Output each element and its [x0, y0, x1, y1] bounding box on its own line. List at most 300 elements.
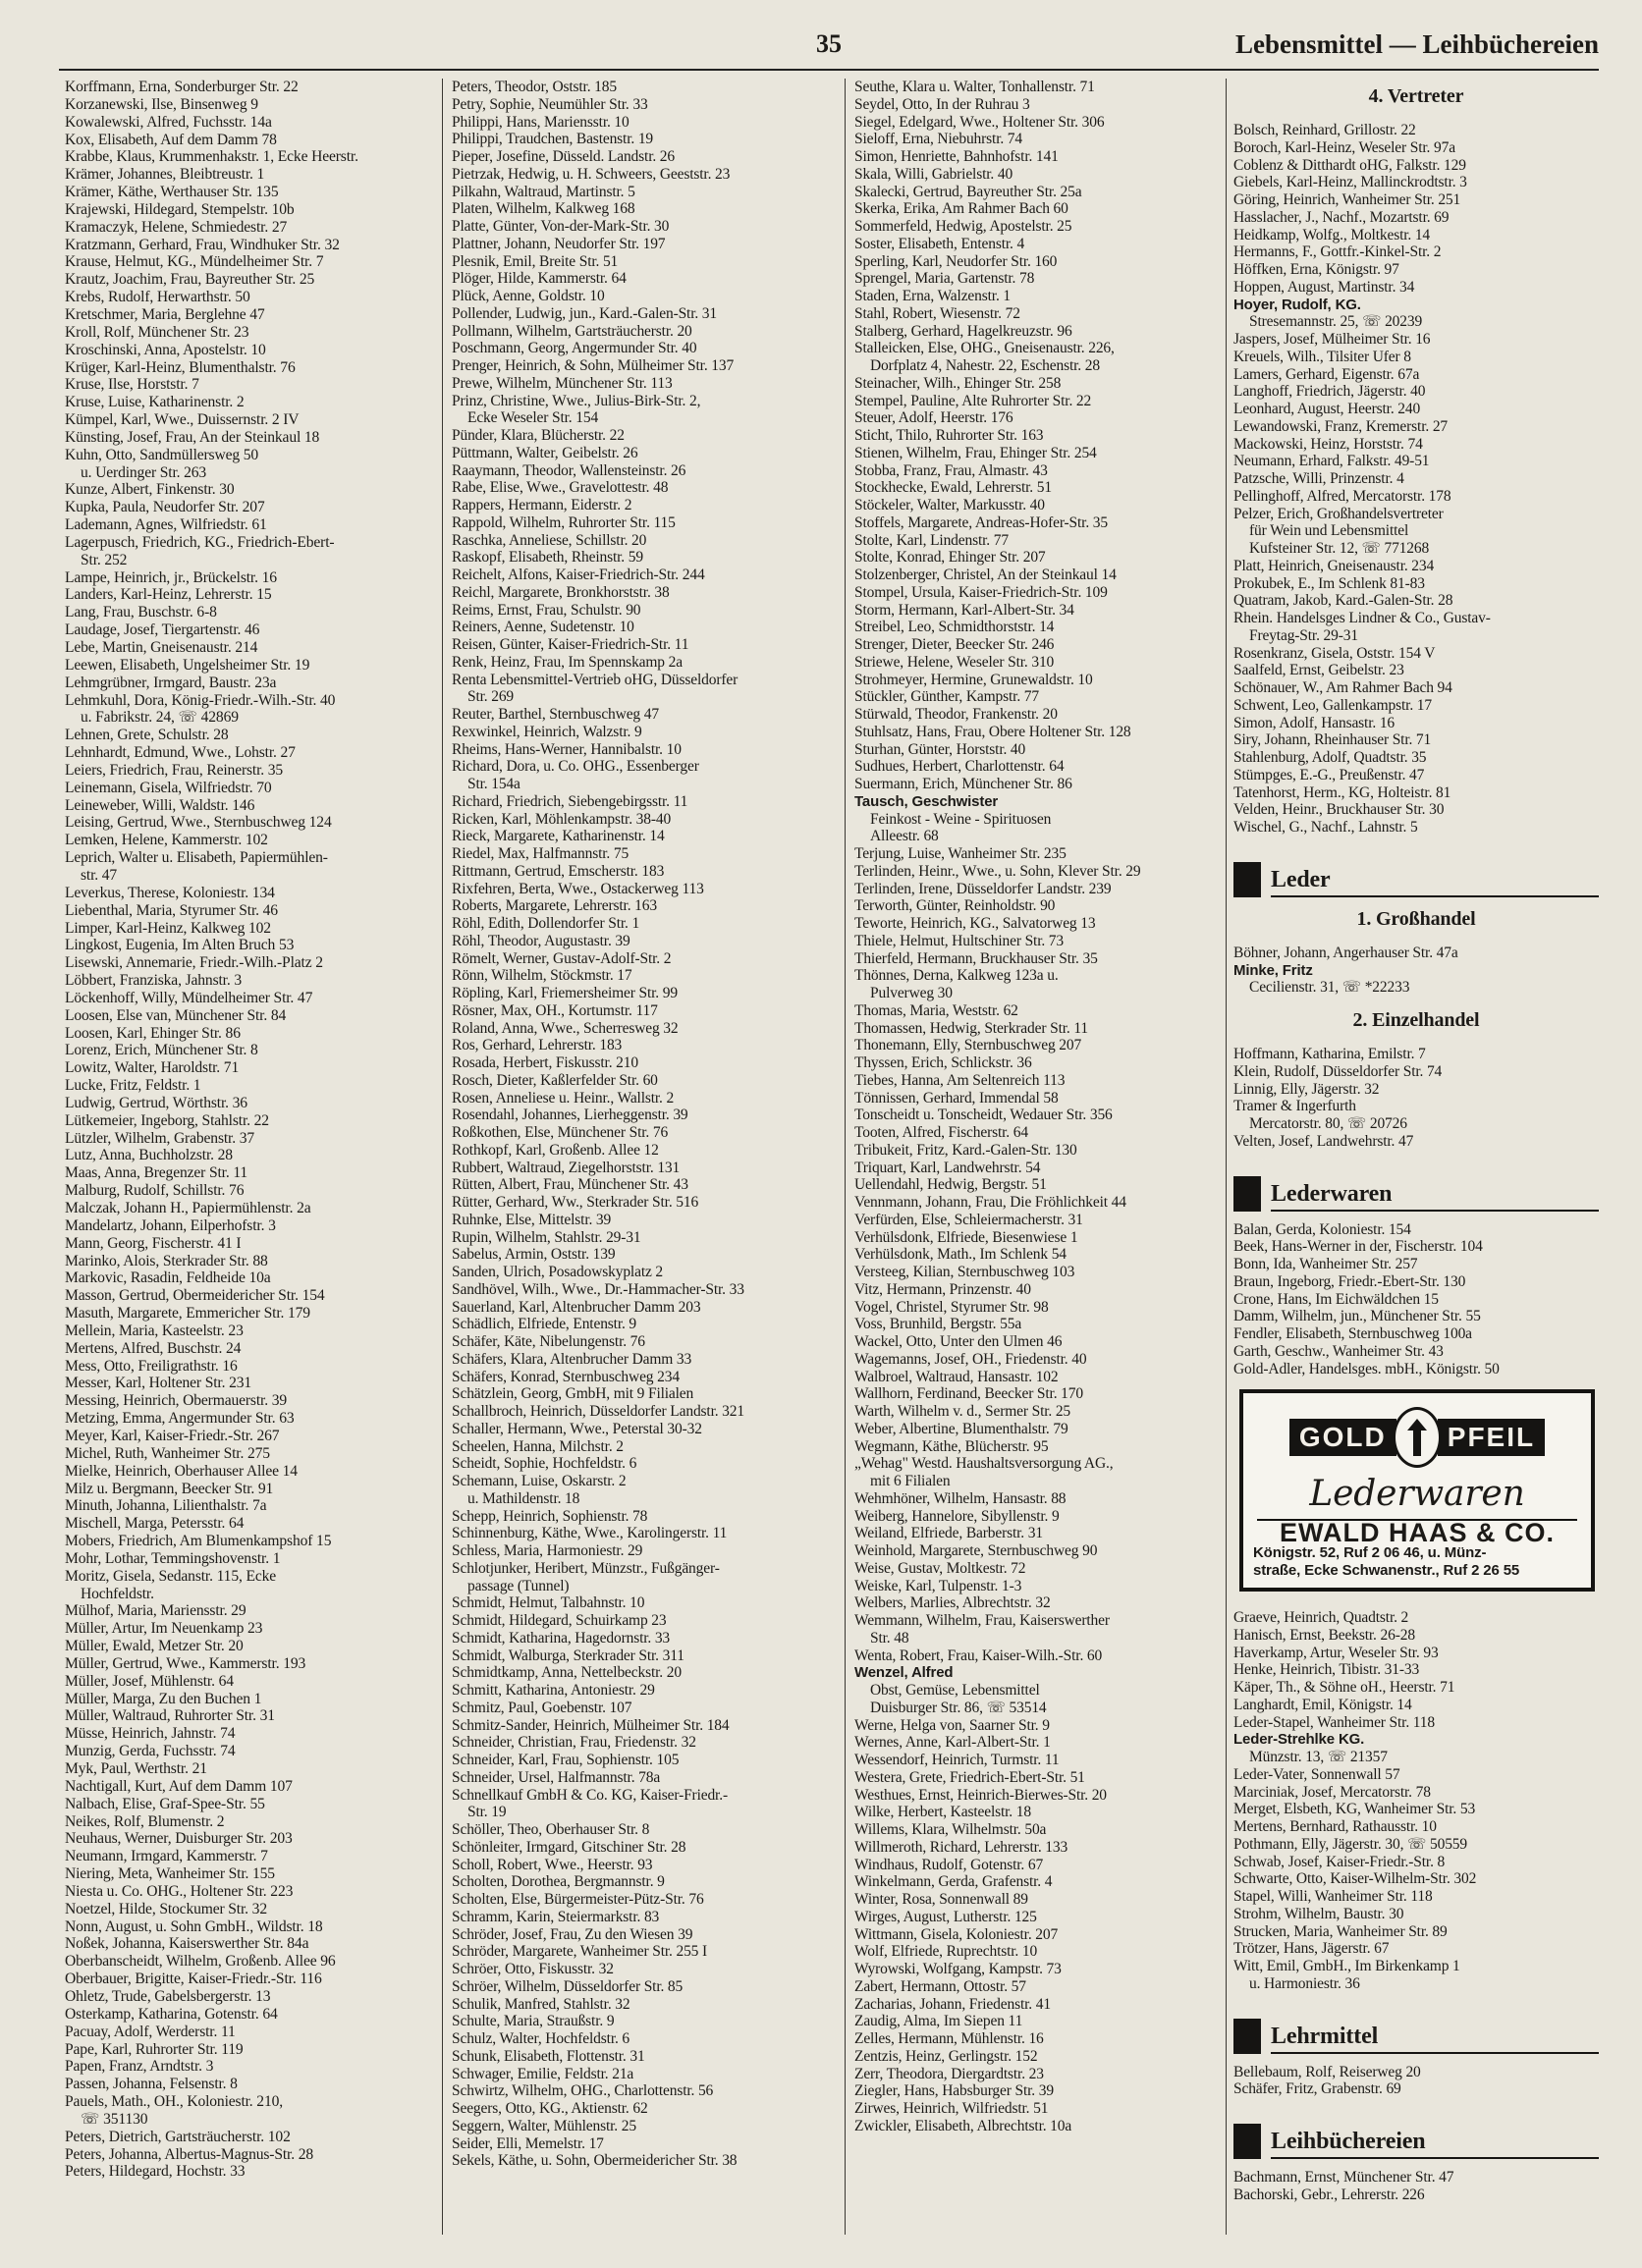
listing-entry: Lehnhardt, Edmund, Wwe., Lohstr. 27: [65, 744, 296, 762]
listing-entry: Minke, Fritz: [1233, 961, 1313, 979]
listing-entry: Damm, Wilhelm, jun., Münchener Str. 55: [1233, 1308, 1481, 1325]
listing-entry: Leinemann, Gisela, Wilfriedstr. 70: [65, 779, 272, 796]
lederwaren-list-continued: [1233, 1609, 1599, 1993]
listing-entry: Schröer, Wilhelm, Düsseldorfer Str. 85: [452, 1977, 684, 1995]
listing-entry: Krämer, Käthe, Werthauser Str. 135: [65, 184, 279, 201]
listing-entry: Roland, Anna, Wwe., Scherresweg 32: [452, 1019, 679, 1037]
listing-entry: Scheelen, Hanna, Milchstr. 2: [452, 1437, 624, 1455]
listing-entry: Pietrzak, Hedwig, u. H. Schweers, Geeststr. 23: [452, 165, 731, 183]
listing-entry: Plöger, Hilde, Kammerstr. 64: [452, 270, 627, 288]
page-number: 35: [816, 29, 842, 58]
section-subheading: 2. Einzelhandel: [1352, 1009, 1480, 1031]
listing-entry: Schnellkauf GmbH & Co. KG, Kaiser-Friedr.-: [452, 1786, 728, 1804]
listing-entry: Schulz, Walter, Hochfeldstr. 6: [452, 2030, 630, 2047]
listing-entry: Uellendahl, Hedwig, Bergstr. 51: [854, 1176, 1047, 1194]
einzelhandel-list: [1233, 1046, 1599, 1151]
listing-entry: Lemken, Helene, Kammerstr. 102: [65, 832, 268, 849]
listing-entry: Röhl, Edith, Dollendorfer Str. 1: [452, 915, 640, 932]
listing-entry: Schneider, Christian, Frau, Friedenstr. 32: [452, 1734, 696, 1752]
listing-entry: Vitz, Hermann, Prinzenstr. 40: [854, 1280, 1031, 1298]
listing-entry: Lütkemeier, Ingeborg, Stahlstr. 22: [65, 1111, 269, 1129]
listing-entry: Plesnik, Emil, Breite Str. 51: [452, 252, 619, 270]
listing-entry: Müller, Ewald, Metzer Str. 20: [65, 1638, 244, 1655]
listing-entry: Schäfer, Fritz, Grabenstr. 69: [1233, 2080, 1401, 2098]
listing-entry: Schepp, Heinrich, Sophienstr. 78: [452, 1507, 648, 1525]
listing-entry: Philippi, Traudchen, Bastenstr. 19: [452, 131, 654, 148]
listing-entry: Oberbauer, Brigitte, Kaiser-Friedr.-Str. 116: [65, 1971, 322, 1988]
listing-entry: Thiele, Helmut, Hultschiner Str. 73: [854, 932, 1065, 949]
listing-entry: Stoffels, Margarete, Andreas-Hofer-Str. 35: [854, 513, 1108, 531]
listing-entry: Schätzlein, Georg, GmbH, mit 9 Filialen: [452, 1385, 694, 1403]
running-head: Lebensmittel — Leihbüchereien: [1235, 29, 1599, 59]
listing-entry: Neumann, Irmgard, Kammerstr. 7: [65, 1848, 268, 1865]
listing-entry: Sieloff, Erna, Niebuhrstr. 74: [854, 131, 1023, 148]
listing-entry: Mess, Otto, Freiligrathstr. 16: [65, 1357, 238, 1375]
listing-entry: Kratzmann, Gerhard, Frau, Windhuker Str. 32: [65, 236, 340, 253]
listing-entry: Schmidt, Walburga, Sterkrader Str. 311: [452, 1647, 684, 1664]
listing-entry: Wackel, Otto, Unter den Ulmen 46: [854, 1333, 1063, 1350]
listing-entry: Quatram, Jakob, Kard.-Galen-Str. 28: [1233, 592, 1453, 610]
listing-entry: Prokubek, E., Im Schlenk 81-83: [1233, 574, 1425, 592]
listing-entry: Beek, Hans-Werner in der, Fischerstr. 104: [1233, 1238, 1483, 1256]
listing-entry: Zaudig, Alma, Im Siepen 11: [854, 2013, 1023, 2030]
listing-entry: Krämer, Johannes, Bleibtreustr. 1: [65, 166, 265, 184]
listing-entry: Jaspers, Josef, Mülheimer Str. 16: [1233, 331, 1431, 348]
listing-entry: Schulte, Maria, Straußstr. 9: [452, 2013, 615, 2030]
listing-entry: Renk, Heinz, Frau, Im Spennskamp 2a: [452, 653, 683, 671]
listing-entry: Rosch, Dieter, Kaßlerfelder Str. 60: [452, 1071, 658, 1089]
listing-entry: Storm, Hermann, Karl-Albert-Str. 34: [854, 601, 1074, 619]
listing-entry-continuation: Kufsteiner Str. 12, ☏ 771268: [1249, 540, 1430, 557]
listing-entry: Platt, Heinrich, Gneisenaustr. 234: [1233, 557, 1435, 574]
listing-entry: Schneider, Karl, Frau, Sophienstr. 105: [452, 1752, 680, 1768]
listing-column-2: [452, 79, 837, 2235]
listing-entry: Schwarte, Otto, Kaiser-Wilhelm-Str. 302: [1233, 1870, 1477, 1888]
listing-entry: Mann, Georg, Fischerstr. 41 I: [65, 1234, 242, 1252]
listing-entry: Leprich, Walter u. Elisabeth, Papiermühlen-: [65, 849, 328, 867]
listing-entry: Schless, Maria, Harmoniestr. 29: [452, 1542, 643, 1559]
listing-entry: Verfürden, Else, Schleiermacherstr. 31: [854, 1211, 1083, 1228]
listing-entry: Sandhövel, Wilh., Wwe., Dr.-Hammacher-Str. 33: [452, 1280, 744, 1298]
listing-entry: Warth, Wilhelm v. d., Sermer Str. 25: [854, 1403, 1071, 1420]
listing-entry: Leising, Gertrud, Wwe., Sternbuschweg 124: [65, 814, 332, 832]
listing-entry: Maas, Anna, Bregenzer Str. 11: [65, 1164, 248, 1182]
listing-entry: Thonemann, Elly, Sternbuschweg 207: [854, 1037, 1082, 1054]
listing-entry: Zacharias, Johann, Friedenstr. 41: [854, 1995, 1051, 2013]
listing-entry: Tonscheidt u. Tonscheidt, Wedauer Str. 356: [854, 1107, 1113, 1124]
listing-entry-continuation: Str. 19: [467, 1804, 507, 1821]
listing-entry: Welbers, Marlies, Albrechtstr. 32: [854, 1594, 1051, 1612]
listing-entry: Rieck, Margarete, Katharinenstr. 14: [452, 828, 665, 845]
ad-script-title: Lederwaren: [1309, 1474, 1525, 1515]
listing-entry: Pünder, Klara, Blücherstr. 22: [452, 427, 625, 444]
listing-entry: Petry, Sophie, Neumühler Str. 33: [452, 95, 648, 113]
listing-entry: Simon, Henriette, Bahnhofstr. 141: [854, 148, 1059, 165]
listing-entry: Skala, Willi, Gabrielstr. 40: [854, 165, 1013, 183]
listing-entry: Mertens, Alfred, Buschstr. 24: [65, 1339, 242, 1357]
listing-entry: Braun, Ingeborg, Friedr.-Ebert-Str. 130: [1233, 1272, 1466, 1290]
listing-entry: Neumann, Erhard, Falkstr. 49-51: [1233, 453, 1430, 470]
listing-entry: Löbbert, Franziska, Jahnstr. 3: [65, 972, 242, 990]
listing-entry: Verhülsdonk, Elfriede, Biesenwiese 1: [854, 1228, 1078, 1246]
listing-entry: Reims, Ernst, Frau, Schulstr. 90: [452, 601, 641, 619]
listing-entry: Wallhorn, Ferdinand, Beecker Str. 170: [854, 1385, 1083, 1403]
listing-entry: Lampe, Heinrich, jr., Brückelstr. 16: [65, 568, 277, 586]
listing-entry: Tausch, Geschwister: [854, 792, 999, 810]
listing-entry: Püttmann, Walter, Geibelstr. 26: [452, 444, 638, 461]
listing-entry: Pothmann, Elly, Jägerstr. 30, ☏ 50559: [1233, 1835, 1467, 1853]
section-title: Lederwaren: [1271, 1180, 1599, 1212]
section-title: Leihbüchereien: [1271, 2128, 1599, 2159]
listing-entry: Ros, Gerhard, Lehrerstr. 183: [452, 1037, 623, 1054]
listing-entry: Korffmann, Erna, Sonderburger Str. 22: [65, 79, 299, 95]
listing-entry-continuation: passage (Tunnel): [467, 1577, 570, 1594]
listing-entry: Richard, Dora, u. Co. OHG., Essenberger: [452, 758, 699, 776]
listing-entry: Rappold, Wilhelm, Ruhrorter Str. 115: [452, 513, 676, 531]
listing-entry: Hoffmann, Katharina, Emilstr. 7: [1233, 1046, 1426, 1062]
listing-entry: Masuth, Margarete, Emmericher Str. 179: [65, 1305, 310, 1323]
listing-entry: Schröer, Otto, Fiskusstr. 32: [452, 1961, 614, 1977]
listing-entry: Rütter, Gerhard, Ww., Sterkrader Str. 516: [452, 1194, 699, 1211]
ad-address-line: Königstr. 52, Ruf 2 06 46, u. Münz-: [1253, 1544, 1487, 1561]
listing-entry: Nalbach, Elise, Graf-Spee-Str. 55: [65, 1795, 265, 1812]
listing-entry: Nachtigall, Kurt, Auf dem Damm 107: [65, 1777, 293, 1795]
lederwaren-list: [1233, 1221, 1599, 1378]
listing-entry: Langhoff, Friedrich, Jägerstr. 40: [1233, 383, 1426, 401]
section-heading-lehrmittel: [1233, 2019, 1599, 2054]
listing-entry: Reichelt, Alfons, Kaiser-Friedrich-Str. 244: [452, 567, 705, 583]
listing-entry: Strohm, Wilhelm, Baustr. 30: [1233, 1905, 1404, 1922]
listing-entry: Sanden, Ulrich, Posadowskyplatz 2: [452, 1264, 664, 1280]
section-marker-icon: [1233, 2019, 1261, 2054]
listing-entry: Zentzis, Heinz, Gerlingstr. 152: [854, 2047, 1038, 2065]
listing-entry: Stockhecke, Ewald, Lehrerstr. 51: [854, 479, 1052, 497]
listing-entry: Pauels, Math., OH., Koloniestr. 210,: [65, 2093, 283, 2111]
listing-entry: Schinnenburg, Käthe, Wwe., Karolingerstr. 11: [452, 1525, 728, 1542]
listing-entry: Gold-Adler, Handelsges. mbH., Königstr. 50: [1233, 1360, 1500, 1377]
listing-entry: Witt, Emil, GmbH., Im Birkenkamp 1: [1233, 1958, 1460, 1974]
listing-entry: Rhein. Handelsges Lindner & Co., Gustav-: [1233, 610, 1491, 626]
listing-entry: Peters, Johanna, Albertus-Magnus-Str. 28: [65, 2145, 314, 2163]
listing-entry: Soster, Elisabeth, Entenstr. 4: [854, 235, 1025, 252]
listing-entry: Messer, Karl, Holtener Str. 231: [65, 1375, 252, 1392]
listing-entry-continuation: Mercatorstr. 80, ☏ 20726: [1249, 1115, 1407, 1132]
listing-entry-continuation: Ecke Weseler Str. 154: [467, 409, 599, 427]
listing-entry: Terlinden, Irene, Düsseldorfer Landstr. 239: [854, 880, 1112, 897]
listing-entry: Zabert, Hermann, Ottostr. 57: [854, 1977, 1026, 1995]
listing-column-4: [1233, 79, 1599, 2235]
listing-entry: Kroschinski, Anna, Apostelstr. 10: [65, 341, 266, 358]
listing-entry: Niesta u. Co. OHG., Holtener Str. 223: [65, 1882, 294, 1900]
listing-entry: Scholten, Dorothea, Bergmannstr. 9: [452, 1873, 665, 1891]
listing-entry: Scholten, Else, Bürgermeister-Pütz-Str. 76: [452, 1891, 704, 1908]
listing-entry: Reiners, Aenne, Sudetenstr. 10: [452, 619, 634, 636]
listing-entry: Mobers, Friedrich, Am Blumenkampshof 15: [65, 1533, 332, 1550]
listing-entry: Rupin, Wilhelm, Stahlstr. 29-31: [452, 1228, 641, 1246]
listing-entry: Stobba, Franz, Frau, Almastr. 43: [854, 461, 1048, 479]
listing-entry: Neikes, Rolf, Blumenstr. 2: [65, 1812, 225, 1830]
listing-entry: Thomas, Maria, Weststr. 62: [854, 1001, 1018, 1019]
listing-entry: Terjung, Luise, Wanheimer Str. 235: [854, 845, 1067, 862]
listing-entry: Pollmann, Wilhelm, Gartsträucherstr. 20: [452, 322, 692, 340]
listing-entry: Schmidt, Hildegard, Schuirkamp 23: [452, 1612, 667, 1629]
listing-entry: Lisewski, Annemarie, Friedr.-Wilh.-Platz 2: [65, 954, 323, 972]
section-heading-lederwaren: [1233, 1176, 1599, 1212]
listing-entry: Mertens, Bernhard, Rathausstr. 10: [1233, 1818, 1437, 1835]
listing-entry: Krabbe, Klaus, Krummenhakstr. 1, Ecke Heerstr.: [65, 148, 358, 166]
listing-entry: Malburg, Rudolf, Schillstr. 76: [65, 1182, 245, 1200]
listing-entry: Weber, Albertine, Blumenthalstr. 79: [854, 1420, 1068, 1437]
listing-entry: Rönn, Wilhelm, Stöckmstr. 17: [452, 967, 632, 985]
listing-entry: Weise, Gustav, Moltkestr. 72: [854, 1559, 1026, 1577]
logo-word-left: GOLD: [1289, 1419, 1396, 1456]
listing-entry: Lewandowski, Franz, Kremerstr. 27: [1233, 417, 1449, 435]
listing-entry: Seider, Elli, Memelstr. 17: [452, 2134, 604, 2152]
listing-entry: Bonn, Ida, Wanheimer Str. 257: [1233, 1256, 1418, 1272]
listing-entry: Mischell, Marga, Petersstr. 64: [65, 1515, 245, 1533]
listing-entry: Mellein, Maria, Kasteelstr. 23: [65, 1322, 244, 1339]
listing-entry: Lingkost, Eugenia, Im Alten Bruch 53: [65, 937, 295, 954]
listing-entry: Stempel, Pauline, Alte Ruhrorter Str. 22: [854, 392, 1092, 409]
listing-column-3: [854, 79, 1228, 2235]
section-subheading: 1. Großhandel: [1356, 907, 1476, 930]
listing-entry: Wemmann, Wilhelm, Frau, Kaiserswerther: [854, 1612, 1110, 1629]
listing-entry: Noetzel, Hilde, Stockumer Str. 32: [65, 1900, 267, 1917]
listing-entry: Kreuels, Wilh., Tilsiter Ufer 8: [1233, 348, 1411, 365]
listing-entry: Peters, Hildegard, Hochstr. 33: [65, 2163, 246, 2181]
listing-entry: Lademann, Agnes, Wilfriedstr. 61: [65, 516, 267, 534]
listing-entry: Vennmann, Johann, Frau, Die Fröhlichkeit 44: [854, 1194, 1126, 1211]
listing-entry: Strenger, Dieter, Beecker Str. 246: [854, 636, 1055, 653]
listing-entry: Schmidt, Katharina, Hagedornstr. 33: [452, 1629, 671, 1647]
listing-entry: Schaller, Hermann, Wwe., Peterstal 30-32: [452, 1420, 702, 1437]
listing-entry: Loosen, Else van, Münchener Str. 84: [65, 1006, 287, 1024]
listing-entry: Metzing, Emma, Angermunder Str. 63: [65, 1410, 295, 1428]
listing-entry: Leonhard, August, Heerstr. 240: [1233, 401, 1421, 417]
section-heading-leder: [1233, 862, 1599, 897]
listing-entry: Mielke, Heinrich, Oberhauser Allee 14: [65, 1462, 298, 1480]
listing-entry: Lang, Frau, Buschstr. 6-8: [65, 604, 217, 621]
listing-entry: Schöller, Theo, Oberhauser Str. 8: [452, 1821, 650, 1838]
listing-entry: Messing, Heinrich, Obermauerstr. 39: [65, 1392, 288, 1410]
listing-entry: Göring, Heinrich, Wanheimer Str. 251: [1233, 191, 1461, 208]
ad-address-line: straße, Ecke Schwanenstr., Ruf 2 26 55: [1253, 1562, 1520, 1579]
listing-entry: Müller, Gertrud, Wwe., Kammerstr. 193: [65, 1654, 306, 1672]
listing-entry: Rösner, Max, OH., Kortumstr. 117: [452, 1001, 658, 1019]
listing-entry: Voss, Brunhild, Bergstr. 55a: [854, 1316, 1022, 1333]
listing-entry: Patzsche, Willi, Prinzenstr. 4: [1233, 470, 1404, 487]
listing-entry: Leverkus, Therese, Koloniestr. 134: [65, 884, 275, 901]
listing-entry: Schmidt, Helmut, Talbahnstr. 10: [452, 1594, 645, 1612]
listing-entry: Stuhlsatz, Hans, Frau, Obere Holtener Str. 128: [854, 723, 1131, 740]
listing-entry: Kupka, Paula, Neudorfer Str. 207: [65, 499, 265, 516]
listing-entry: Siegel, Edelgard, Wwe., Holtener Str. 306: [854, 113, 1105, 131]
listing-entry: Heidkamp, Wolfg., Moltkestr. 14: [1233, 226, 1431, 243]
listing-entry: Tooten, Alfred, Fischerstr. 64: [854, 1124, 1028, 1141]
listing-entry: Wegmann, Käthe, Blücherstr. 95: [854, 1437, 1049, 1455]
listing-entry: Schallbroch, Heinrich, Düsseldorfer Landstr. 321: [452, 1403, 744, 1420]
listing-entry: Sabelus, Armin, Oststr. 139: [452, 1246, 616, 1264]
listing-entry: Wenzel, Alfred: [854, 1664, 954, 1682]
listing-entry: Tönnissen, Gerhard, Immendal 58: [854, 1089, 1059, 1107]
listing-entry: Steinacher, Wilh., Ehinger Str. 258: [854, 374, 1062, 392]
listing-entry: Landers, Karl-Heinz, Lehrerstr. 15: [65, 586, 272, 604]
listing-entry: Kruse, Luise, Katharinenstr. 2: [65, 394, 245, 411]
listing-entry-continuation: Pulverweg 30: [870, 985, 953, 1001]
listing-entry: Roberts, Margarete, Lehrerstr. 163: [452, 897, 657, 915]
listing-entry: Lutz, Anna, Buchholzstr. 28: [65, 1147, 233, 1164]
listing-entry: Stahlenburg, Adolf, Quadtstr. 35: [1233, 749, 1427, 766]
listing-entry: Scholl, Robert, Wwe., Heerstr. 93: [452, 1856, 653, 1873]
listing-entry: Schäfer, Käte, Nibelungenstr. 76: [452, 1333, 645, 1350]
listing-entry-continuation: Stresemannstr. 25, ☏ 20239: [1249, 313, 1423, 331]
listing-entry: Sturhan, Günter, Horststr. 40: [854, 740, 1026, 758]
listing-entry: Poschmann, Georg, Angermunder Str. 40: [452, 340, 697, 357]
listing-entry-continuation: Duisburger Str. 86, ☏ 53514: [870, 1699, 1047, 1716]
listing-entry: Ludwig, Gertrud, Wörthstr. 36: [65, 1094, 247, 1111]
listing-entry: Tramer & Ingerfurth: [1233, 1098, 1356, 1115]
listing-entry: Schmitz, Paul, Goebenstr. 107: [452, 1699, 632, 1716]
listing-entry: Wilke, Herbert, Kasteelstr. 18: [854, 1804, 1031, 1821]
listing-entry-continuation: Münzstr. 13, ☏ 21357: [1249, 1749, 1388, 1765]
listing-entry: Reuter, Barthel, Sternbuschweg 47: [452, 706, 659, 723]
listing-entry: Stalleicken, Else, OHG., Gneisenaustr. 226,: [854, 340, 1115, 357]
listing-entry: Bellebaum, Rolf, Reiserweg 20: [1233, 2063, 1421, 2080]
listing-entry: Roßkothen, Else, Münchener Str. 76: [452, 1124, 669, 1141]
section-title: Lehrmittel: [1271, 2023, 1599, 2054]
listing-entry: Sprengel, Maria, Gartenstr. 78: [854, 270, 1035, 288]
listing-entry: Krautz, Joachim, Frau, Bayreuther Str. 25: [65, 271, 315, 289]
listing-entry: Munzig, Gerda, Fuchsstr. 74: [65, 1743, 236, 1760]
listing-entry: Versteeg, Kilian, Sternbuschweg 103: [854, 1264, 1075, 1280]
listing-entry-continuation: Str. 252: [81, 551, 128, 568]
listing-entry: Rabe, Elise, Wwe., Gravelottestr. 48: [452, 479, 669, 497]
listing-entry: Wolf, Elfriede, Ruprechtstr. 10: [854, 1943, 1038, 1961]
listing-entry-continuation: mit 6 Filialen: [870, 1473, 951, 1489]
listing-entry: Loosen, Karl, Ehinger Str. 86: [65, 1024, 241, 1042]
listing-entry: Sperling, Karl, Neudorfer Str. 160: [854, 252, 1058, 270]
listing-entry: Sauerland, Karl, Altenbrucher Damm 203: [452, 1298, 701, 1316]
listing-entry: Schmidtkamp, Anna, Nettelbeckstr. 20: [452, 1664, 682, 1682]
listing-entry: Kretschmer, Maria, Berglehne 47: [65, 305, 265, 323]
leihbuechereien-list: [1233, 2169, 1599, 2204]
listing-entry: Garth, Geschw., Wanheimer Str. 43: [1233, 1342, 1444, 1360]
listing-entry: Zerr, Theodora, Diergardtstr. 23: [854, 2065, 1044, 2082]
listing-entry: Wischel, G., Nachf., Lahnstr. 5: [1233, 819, 1418, 836]
listing-entry: Trötzer, Hans, Jägerstr. 67: [1233, 1940, 1390, 1958]
listing-entry: Rheims, Hans-Werner, Hannibalstr. 10: [452, 740, 682, 758]
listing-entry-continuation: Freytag-Str. 29-31: [1249, 626, 1358, 644]
ad-firm-name: EWALD HAAS & CO.: [1257, 1519, 1577, 1542]
listing-entry: Milz u. Bergmann, Beecker Str. 91: [65, 1480, 274, 1497]
listing-entry: Willems, Klara, Wilhelmstr. 50a: [854, 1821, 1047, 1838]
listing-entry: Mackowski, Heinz, Horststr. 74: [1233, 435, 1423, 453]
listing-entry: Schmitz-Sander, Heinrich, Mülheimer Str. 184: [452, 1716, 730, 1734]
listing-entry: Haverkamp, Artur, Weseler Str. 93: [1233, 1644, 1439, 1661]
listing-entry: Noßek, Johanna, Kaiserswerther Str. 84a: [65, 1935, 309, 1953]
listing-entry: Marinko, Alois, Sterkrader Str. 88: [65, 1252, 268, 1269]
listing-entry: Skalecki, Gertrud, Bayreuther Str. 25a: [854, 183, 1082, 200]
listing-entry: Müller, Marga, Zu den Buchen 1: [65, 1690, 262, 1707]
listing-entry: Prewe, Wilhelm, Münchener Str. 113: [452, 374, 673, 392]
listing-entry: Velten, Josef, Landwehrstr. 47: [1233, 1132, 1414, 1150]
listing-entry: Lamers, Gerhard, Eigenstr. 67a: [1233, 365, 1420, 383]
listing-entry: Thönnes, Derna, Kalkweg 123a u.: [854, 967, 1059, 985]
listing-entry: Leder-Strehlke KG.: [1233, 1731, 1365, 1749]
lehrmittel-list: [1233, 2064, 1599, 2099]
listing-entry: Weiland, Elfriede, Barberstr. 31: [854, 1525, 1043, 1542]
logo-word-right: PFEIL: [1438, 1419, 1545, 1456]
listing-entry: Pape, Karl, Ruhrorter Str. 119: [65, 2040, 244, 2058]
listing-entry: Reisen, Günter, Kaiser-Friedrich-Str. 11: [452, 636, 689, 653]
listing-entry: Wagemanns, Josef, OH., Friedenstr. 40: [854, 1350, 1087, 1368]
goldpfeil-logo: [1251, 1407, 1583, 1468]
listing-entry: Boroch, Karl-Heinz, Weseler Str. 97a: [1233, 138, 1455, 156]
listing-entry: Platte, Günter, Von-der-Mark-Str. 30: [452, 218, 670, 235]
listing-entry: Kox, Elisabeth, Auf dem Damm 78: [65, 131, 277, 148]
listing-entry: Pacuay, Adolf, Werderstr. 11: [65, 2023, 236, 2040]
listing-entry: Schmitt, Katharina, Antoniestr. 29: [452, 1682, 655, 1699]
listing-entry: Pilkahn, Waltraud, Martinstr. 5: [452, 183, 635, 200]
listing-entry: Philippi, Hans, Mariensstr. 10: [452, 113, 629, 131]
listing-entry: Thomassen, Hedwig, Sterkrader Str. 11: [854, 1019, 1088, 1037]
listing-entry: Masson, Gertrud, Obermeidericher Str. 154: [65, 1287, 325, 1305]
listing-entry: Striewe, Helene, Weseler Str. 310: [854, 653, 1055, 671]
column-divider: [845, 79, 846, 2235]
listing-entry: Osterkamp, Katharina, Gotenstr. 64: [65, 2005, 278, 2023]
listing-entry: Raskopf, Elisabeth, Rheinstr. 59: [452, 549, 643, 567]
listing-entry: Krause, Helmut, KG., Mündelheimer Str. 7: [65, 253, 324, 271]
listing-entry: Stapel, Willi, Wanheimer Str. 118: [1233, 1888, 1433, 1905]
listing-entry: Kramaczyk, Helene, Schmiedestr. 27: [65, 218, 288, 236]
listing-entry: Rixfehren, Berta, Wwe., Ostackerweg 113: [452, 880, 704, 897]
listing-entry: Strohmeyer, Hermine, Grunewaldstr. 10: [854, 671, 1093, 688]
listing-entry: Seydel, Otto, In der Ruhrau 3: [854, 95, 1030, 113]
listing-entry: Rothkopf, Karl, Großenb. Allee 12: [452, 1141, 659, 1159]
listing-entry: Seegers, Otto, KG., Aktienstr. 62: [452, 2100, 648, 2117]
listing-entry: Westhues, Ernst, Heinrich-Bierwes-Str. 20: [854, 1786, 1107, 1804]
listing-entry: Schunk, Elisabeth, Flottenstr. 31: [452, 2047, 645, 2065]
listing-entry: Weinhold, Margarete, Sternbuschweg 90: [854, 1542, 1098, 1559]
listing-entry: Leewen, Elisabeth, Ungelsheimer Str. 19: [65, 656, 310, 674]
listing-entry: Prenger, Heinrich, & Sohn, Mülheimer Str. 137: [452, 357, 735, 374]
listing-entry: Wernes, Anne, Karl-Albert-Str. 1: [854, 1734, 1051, 1752]
listing-entry: Schäfers, Klara, Altenbrucher Damm 33: [452, 1350, 692, 1368]
section-title: Leder: [1271, 866, 1599, 897]
listing-entry: Käper, Th., & Söhne oH., Heerstr. 71: [1233, 1679, 1455, 1696]
listing-entry: Pollender, Ludwig, jun., Kard.-Galen-Str. 31: [452, 304, 718, 322]
listing-entry: Platen, Wilhelm, Kalkweg 168: [452, 200, 635, 218]
listing-entry: Hoppen, August, Martinstr. 34: [1233, 278, 1415, 296]
listing-entry: Zelles, Hermann, Mühlenstr. 16: [854, 2030, 1044, 2047]
listing-entry: Giebels, Karl-Heinz, Mallinckrodtstr. 3: [1233, 174, 1467, 191]
listing-entry: Klein, Rudolf, Düsseldorfer Str. 74: [1233, 1062, 1443, 1080]
listing-entry: Lorenz, Erich, Münchener Str. 8: [65, 1042, 258, 1059]
listing-entry: Weiberg, Hannelore, Sibyllenstr. 9: [854, 1507, 1060, 1525]
listing-entry: Terlinden, Heinr., Wwe., u. Sohn, Klever Str. 29: [854, 862, 1141, 880]
listing-entry: Wenta, Robert, Frau, Kaiser-Wilh.-Str. 60: [854, 1647, 1103, 1664]
listing-entry: Müller, Artur, Im Neuenkamp 23: [65, 1620, 263, 1638]
listing-entry: Wessendorf, Heinrich, Turmstr. 11: [854, 1752, 1060, 1768]
listing-entry: Rosada, Herbert, Fiskusstr. 210: [452, 1054, 638, 1071]
listing-entry: Höffken, Erna, Königstr. 97: [1233, 261, 1399, 278]
listing-entry: Skerka, Erika, Am Rahmer Bach 60: [854, 200, 1068, 218]
listing-entry: Linnig, Elly, Jägerstr. 32: [1233, 1080, 1380, 1098]
section-subheading: 4. Vertreter: [1368, 85, 1464, 107]
listing-entry: Stolte, Konrad, Ehinger Str. 207: [854, 549, 1046, 567]
listing-entry: Weiske, Karl, Tulpenstr. 1-3: [854, 1577, 1022, 1594]
page-header: [59, 24, 1599, 71]
